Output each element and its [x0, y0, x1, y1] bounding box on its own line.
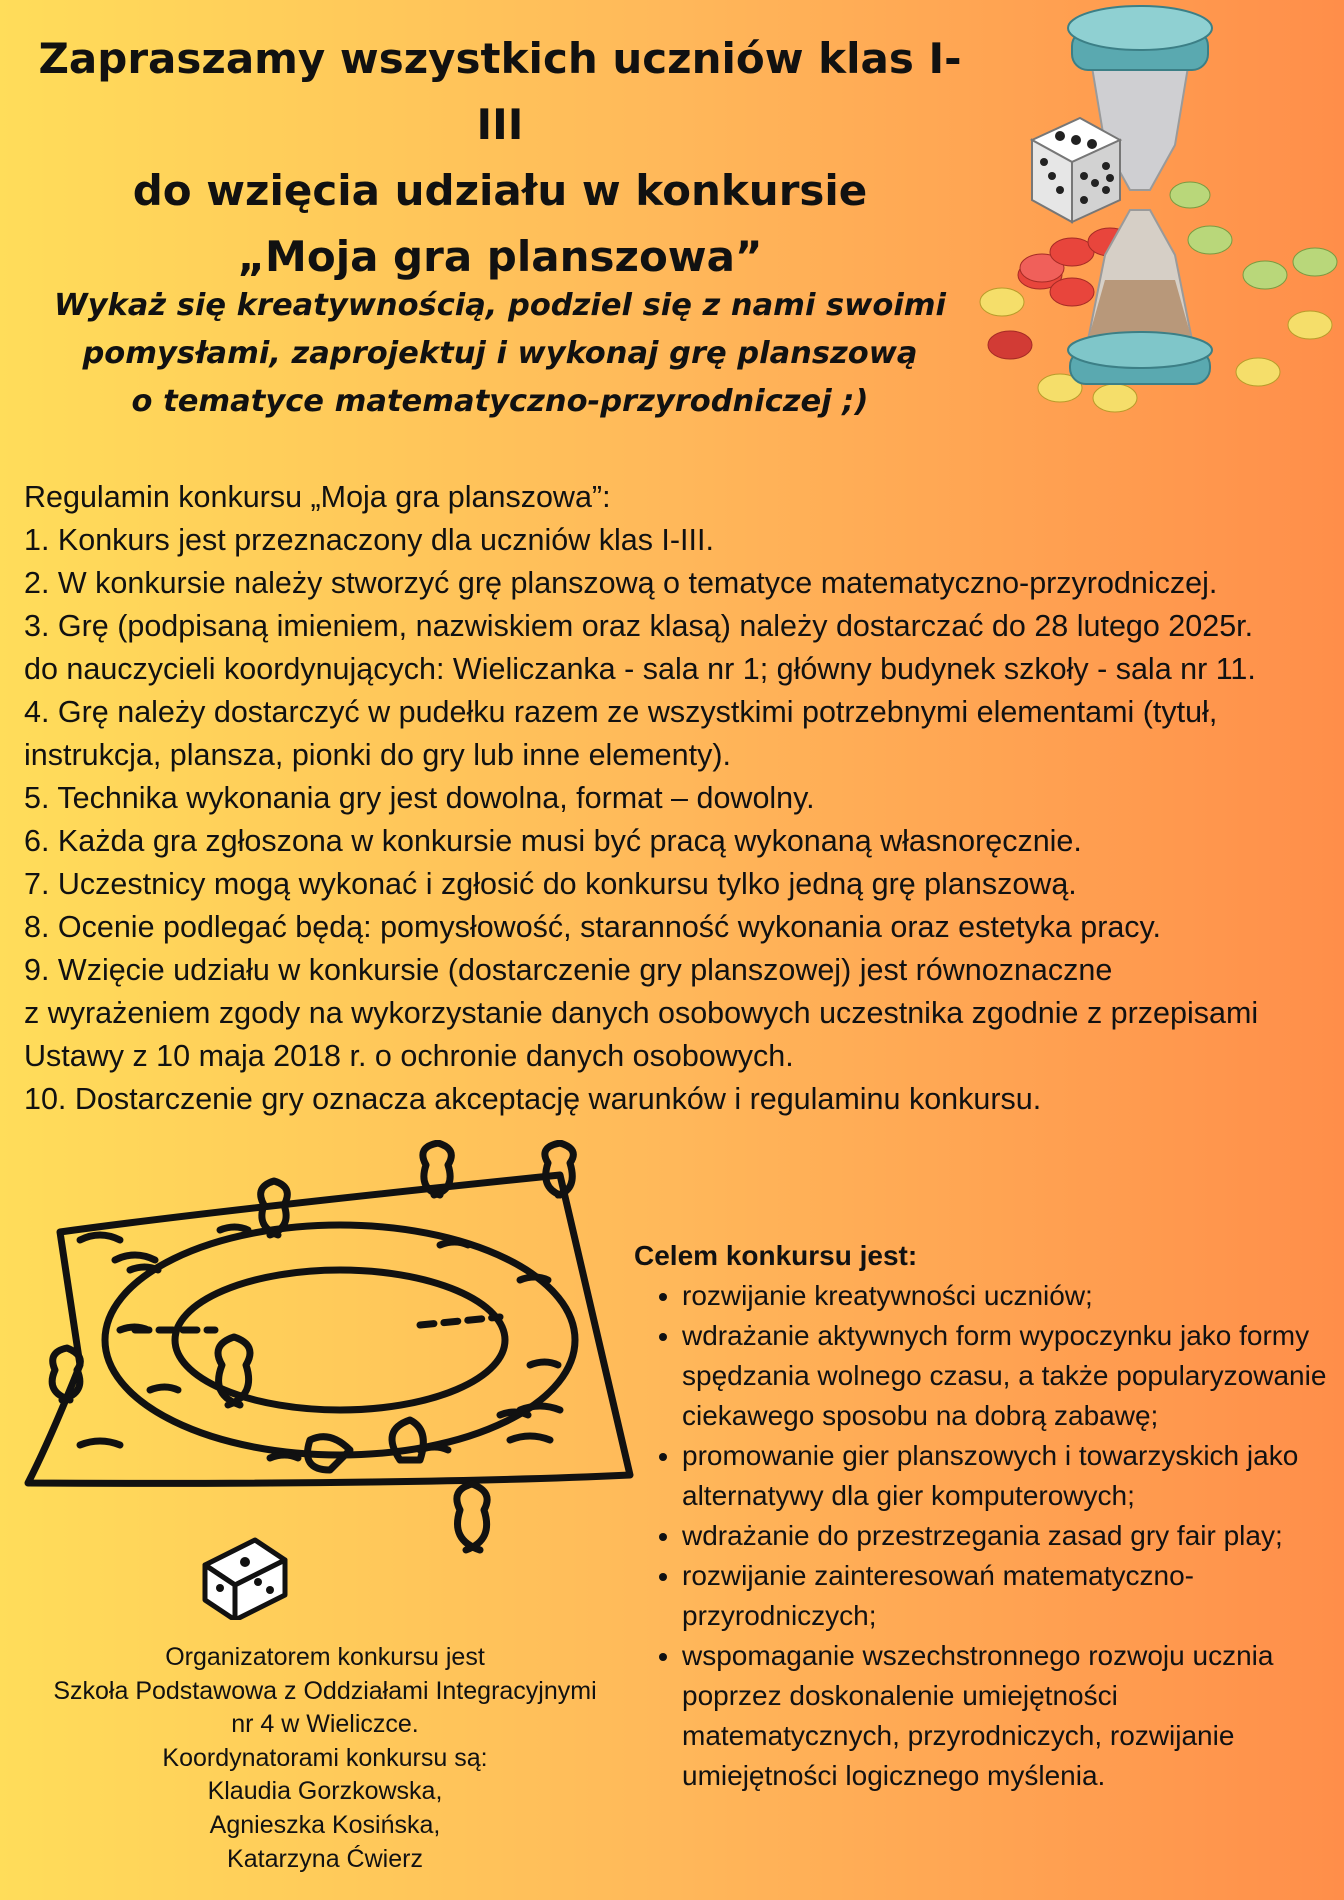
organizer-line: Agnieszka Kosińska,	[209, 1810, 441, 1839]
page-title	[20, 26, 980, 290]
subtitle-line: o tematyce matematyczno-przyrodniczej ;)	[131, 384, 869, 419]
rules-line: 5. Technika wykonania gry jest dowolna, format – dowolny.	[24, 781, 815, 815]
rules-section	[24, 476, 1334, 1121]
hourglass-dice-icon	[960, 0, 1344, 430]
goals-heading: Celem konkursu jest:	[634, 1240, 918, 1271]
goals-item: • promowanie gier planszowych i towarzyskich jako alternatywy dla gier komputerowych;	[682, 1436, 1334, 1516]
board-game-icon	[20, 1140, 640, 1620]
goals-item: • wdrażanie aktywnych form wypoczynku jako formy spędzania wolnego czasu, a także popularyzowanie ciekawego sposobu na dobrą zabawę;	[682, 1316, 1334, 1436]
goals-item: • wdrażanie do przestrzegania zasad gry fair play;	[682, 1516, 1334, 1556]
organizer-line: Klaudia Gorzkowska,	[207, 1777, 443, 1806]
goals-section	[634, 1236, 1334, 1796]
title-line: Zapraszamy wszystkich uczniów klas I-III	[38, 34, 962, 149]
rules-line: 9. Wzięcie udziału w konkursie (dostarczenie gry planszowej) jest równoznaczne	[24, 953, 1113, 987]
organizer-line: Szkoła Podstawowa z Oddziałami Integracyjnymi	[53, 1676, 597, 1705]
organizer-line: Katarzyna Ćwierz	[227, 1844, 423, 1873]
subtitle	[40, 282, 960, 426]
rules-line: Ustawy z 10 maja 2018 r. o ochronie danych osobowych.	[24, 1039, 794, 1073]
subtitle-line: pomysłami, zaprojektuj i wykonaj grę planszową	[82, 336, 918, 371]
goals-list	[634, 1276, 1334, 1796]
rules-line: 4. Grę należy dostarczyć w pudełku razem ze wszystkimi potrzebnymi elementami (tytuł,	[24, 695, 1218, 729]
goals-item: • wspomaganie wszechstronnego rozwoju ucznia poprzez doskonalenie umiejętności matematycznych, przyrodniczych, rozwijanie umiejętności logicznego myślenia.	[682, 1636, 1334, 1796]
organizer-line: nr 4 w Wieliczce.	[231, 1710, 419, 1739]
rules-line: instrukcja, plansza, pionki do gry lub inne elementy).	[24, 738, 731, 772]
goals-item: • rozwijanie kreatywności uczniów;	[682, 1276, 1334, 1316]
subtitle-line: Wykaż się kreatywnością, podziel się z nami swoimi	[53, 288, 947, 323]
rules-line: z wyrażeniem zgody na wykorzystanie danych osobowych uczestnika zgodnie z przepisami	[24, 996, 1259, 1030]
rules-line: 2. W konkursie należy stworzyć grę planszową o tematyce matematyczno-przyrodniczej.	[24, 566, 1218, 600]
title-line: „Moja gra planszowa”	[237, 232, 763, 281]
rules-line: 1. Konkurs jest przeznaczony dla uczniów klas I-III.	[24, 523, 714, 557]
organizer-section	[40, 1641, 610, 1876]
rules-line: 7. Uczestnicy mogą wykonać i zgłosić do konkursu tylko jedną grę planszową.	[24, 867, 1077, 901]
goals-item: • rozwijanie zainteresowań matematyczno-przyrodniczych;	[682, 1556, 1334, 1636]
rules-line: Regulamin konkursu „Moja gra planszowa”:	[24, 480, 611, 514]
rules-line: 6. Każda gra zgłoszona w konkursie musi być pracą wykonaną własnoręcznie.	[24, 824, 1082, 858]
rules-line: 10. Dostarczenie gry oznacza akceptację warunków i regulaminu konkursu.	[24, 1082, 1042, 1116]
organizer-line: Organizatorem konkursu jest	[165, 1643, 485, 1671]
rules-line: 3. Grę (podpisaną imieniem, nazwiskiem oraz klasą) należy dostarczać do 28 lutego 2025r.	[24, 609, 1254, 643]
rules-line: 8. Ocenie podlegać będą: pomysłowość, staranność wykonania oraz estetyka pracy.	[24, 910, 1162, 944]
board-dice	[205, 1540, 285, 1620]
title-line: do wzięcia udziału w konkursie	[132, 166, 868, 215]
rules-line: do nauczycieli koordynujących: Wieliczanka - sala nr 1; główny budynek szkoły - sala nr 11.	[24, 652, 1256, 686]
organizer-line: Koordynatorami konkursu są:	[162, 1743, 488, 1772]
dice	[1032, 118, 1120, 222]
